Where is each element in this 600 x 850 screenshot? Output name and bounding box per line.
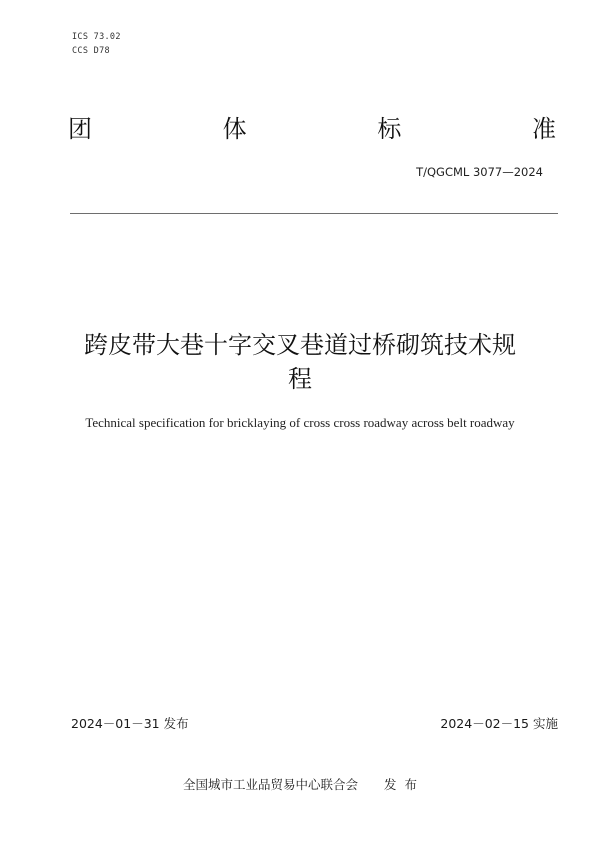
document-title-en: Technical specification for bricklaying of cross cross roadway across belt roadway (85, 415, 515, 430)
standard-type-char: 团 (68, 115, 92, 143)
standard-type-char: 标 (377, 115, 402, 143)
document-title-cn (40, 328, 560, 396)
publish-action: 发 布 (384, 777, 417, 792)
title-cn-line-2: 程 (288, 365, 312, 393)
standard-type-char: 体 (222, 115, 247, 143)
header-divider (70, 213, 558, 214)
publisher-line (0, 776, 600, 794)
publisher-org: 全国城市工业品贸易中心联合会 (183, 777, 359, 792)
ics-code: ICS 73.02 (72, 32, 121, 42)
title-cn-line-1: 跨皮带大巷十字交叉巷道过桥砌筑技术规 (84, 331, 516, 359)
ccs-code: CCS D78 (72, 46, 110, 56)
standard-number: T/QGCML 3077—2024 (416, 165, 543, 179)
classification-codes (72, 30, 121, 58)
standard-type-char: 准 (531, 115, 556, 143)
implementation-date: 2024－02－15 实施 (440, 716, 558, 731)
issue-date: 2024－01－31 发布 (71, 716, 189, 731)
standard-type-heading (68, 112, 556, 146)
